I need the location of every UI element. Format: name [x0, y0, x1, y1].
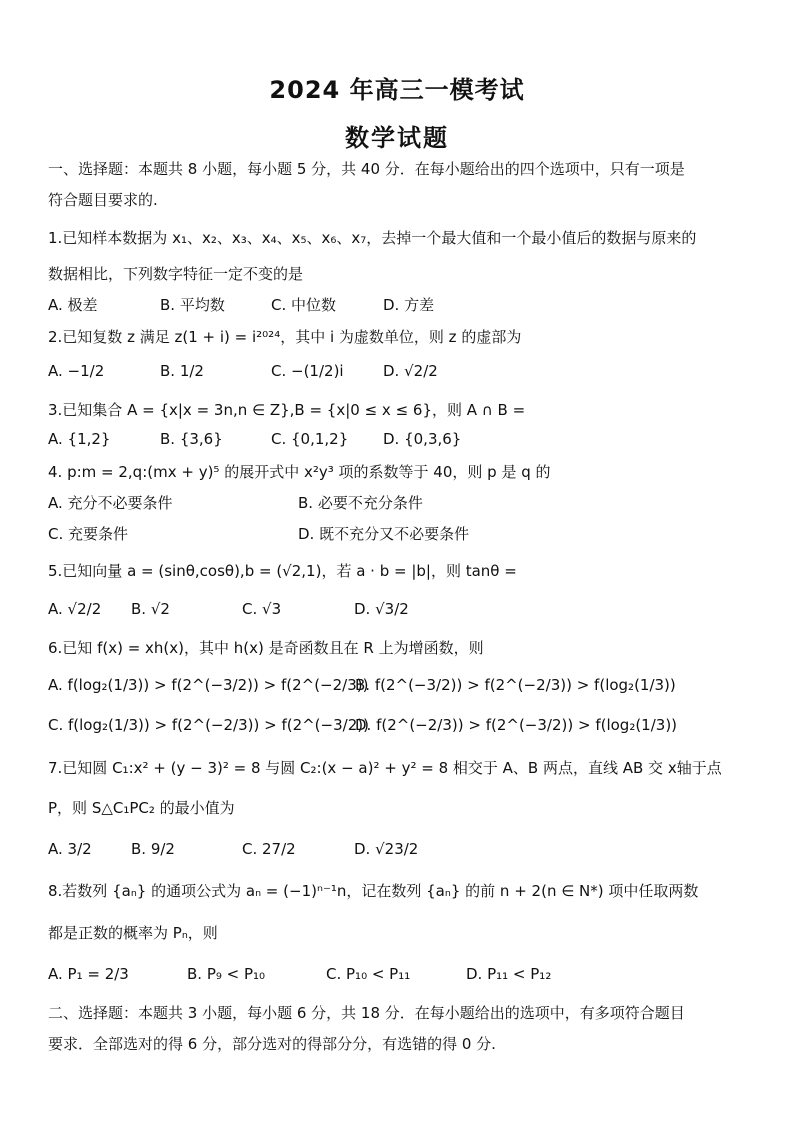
- q3-stem: 3.已知集合 A = {x|x = 3n,n ∈ Z},B = {x|0 ≤ x ≤ 6}，则 A ∩ B =: [48, 401, 526, 419]
- q7-stem-line2: P，则 S△C₁PC₂ 的最小值为: [48, 799, 235, 817]
- q1-option-b: B. 平均数: [160, 296, 225, 314]
- exam-title: 2024 年高三一模考试: [269, 76, 525, 104]
- q8-option-c: C. P₁₀ < P₁₁: [326, 965, 411, 983]
- q3-option-a: A. {1,2}: [48, 430, 111, 448]
- q2-option-b: B. 1/2: [160, 362, 204, 380]
- q2-stem: 2.已知复数 z 满足 z(1 + i) = i²⁰²⁴，其中 i 为虚数单位，则 z 的虚部为: [48, 328, 522, 346]
- q7-option-d: D. √23/2: [354, 840, 419, 858]
- q4-option-c: C. 充要条件: [48, 525, 129, 543]
- q4-option-b: B. 必要不充分条件: [298, 494, 423, 512]
- q4-stem: 4. p:m = 2,q:(mx + y)⁵ 的展开式中 x²y³ 项的系数等于 40，则 p 是 q 的: [48, 463, 551, 481]
- q6-option-d: D. f(2^(−2/3)) > f(2^(−3/2)) > f(log₂(1/3)): [355, 716, 678, 734]
- q5-option-b: B. √2: [131, 600, 170, 618]
- q7-option-b: B. 9/2: [131, 840, 175, 858]
- q3-option-b: B. {3,6}: [160, 430, 223, 448]
- q8-stem-line2: 都是正数的概率为 Pₙ，则: [48, 924, 218, 942]
- q8-option-b: B. P₉ < P₁₀: [187, 965, 266, 983]
- q3-option-c: C. {0,1,2}: [271, 430, 349, 448]
- q6-option-b: B. f(2^(−3/2)) > f(2^(−2/3)) > f(log₂(1/3)): [355, 676, 676, 694]
- q2-option-d: D. √2/2: [383, 362, 438, 380]
- q5-option-d: D. √3/2: [354, 600, 409, 618]
- q3-option-d: D. {0,3,6}: [383, 430, 462, 448]
- q1-option-d: D. 方差: [383, 296, 435, 314]
- q5-stem: 5.已知向量 a = (sinθ,cosθ),b = (√2,1)，若 a · b = |b|，则 tanθ =: [48, 562, 517, 580]
- exam-subtitle: 数学试题: [345, 124, 449, 152]
- q6-option-c: C. f(log₂(1/3)) > f(2^(−2/3)) > f(2^(−3/2)): [48, 716, 369, 734]
- q4-option-d: D. 既不充分又不必要条件: [298, 525, 470, 543]
- q7-option-c: C. 27/2: [242, 840, 296, 858]
- q2-option-a: A. −1/2: [48, 362, 105, 380]
- q6-option-a: A. f(log₂(1/3)) > f(2^(−3/2)) > f(2^(−2/3)): [48, 676, 369, 694]
- q5-option-c: C. √3: [242, 600, 282, 618]
- q6-stem: 6.已知 f(x) = xh(x)，其中 h(x) 是奇函数且在 R 上为增函数，则: [48, 639, 484, 657]
- section1-instructions-line2: 符合题目要求的.: [48, 191, 158, 209]
- q7-stem-line1: 7.已知圆 C₁:x² + (y − 3)² = 8 与圆 C₂:(x − a)² + y² = 8 相交于 A、B 两点，直线 AB 交 x轴于点: [48, 759, 722, 777]
- q1-stem-line2: 数据相比，下列数字特征一定不变的是: [48, 265, 304, 283]
- q5-option-a: A. √2/2: [48, 600, 102, 618]
- q8-option-a: A. P₁ = 2/3: [48, 965, 129, 983]
- q1-stem-line1: 1.已知样本数据为 x₁、x₂、x₃、x₄、x₅、x₆、x₇，去掉一个最大值和一个最小值后的数据与原来的: [48, 229, 697, 247]
- section2-instructions-line2: 要求．全部选对的得 6 分，部分选对的得部分分，有选错的得 0 分.: [48, 1035, 496, 1053]
- q8-stem-line1: 8.若数列 {aₙ} 的通项公式为 aₙ = (−1)ⁿ⁻¹n，记在数列 {aₙ} 的前 n + 2(n ∈ N*) 项中任取两数: [48, 882, 699, 900]
- q8-option-d: D. P₁₁ < P₁₂: [466, 965, 552, 983]
- q1-option-a: A. 极差: [48, 296, 98, 314]
- section2-instructions-line1: 二、选择题：本题共 3 小题，每小题 6 分，共 18 分．在每小题给出的选项中，有多项符合题目: [48, 1004, 685, 1022]
- q7-option-a: A. 3/2: [48, 840, 92, 858]
- q1-option-c: C. 中位数: [271, 296, 337, 314]
- q4-option-a: A. 充分不必要条件: [48, 494, 173, 512]
- section1-instructions-line1: 一、选择题：本题共 8 小题，每小题 5 分，共 40 分．在每小题给出的四个选项中，只有一项是: [48, 160, 685, 178]
- q2-option-c: C. −(1/2)i: [271, 362, 344, 380]
